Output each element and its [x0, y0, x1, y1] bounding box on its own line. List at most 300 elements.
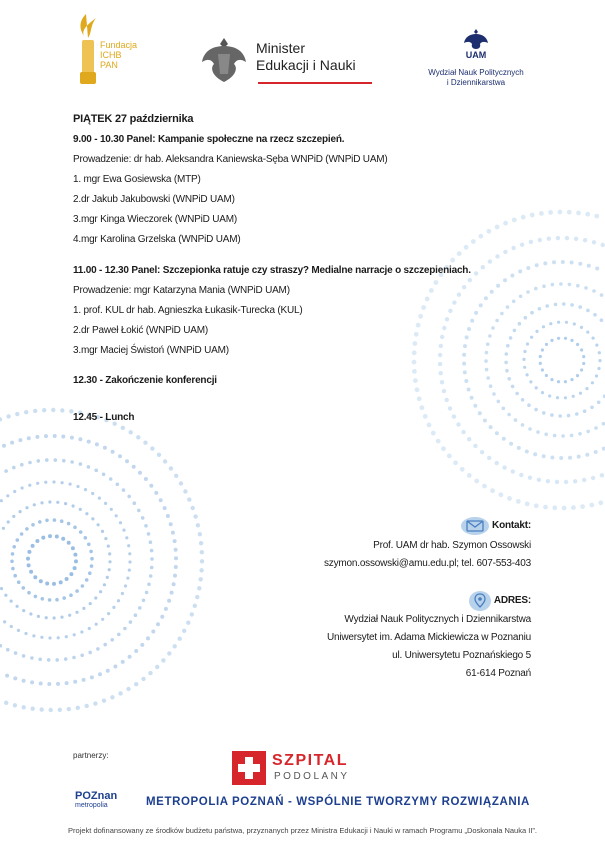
background-dot: [90, 675, 94, 679]
background-dot: [567, 414, 571, 418]
background-dot: [467, 437, 471, 441]
background-dot: [539, 211, 544, 216]
session-2-host: Prowadzenie: mgr Katarzyna Mania (WNPiD UAM): [73, 285, 290, 296]
background-dot: [147, 583, 151, 587]
background-dot: [6, 494, 9, 497]
background-dot: [570, 339, 573, 342]
day-heading: PIĄTEK 27 października: [73, 113, 194, 125]
session-2-speaker: 2.dr Paweł Łokić (WNPiD UAM): [73, 325, 208, 336]
background-dot: [550, 456, 554, 460]
background-dot: [564, 480, 568, 484]
background-dot: [110, 508, 113, 511]
background-dot: [142, 599, 146, 603]
background-dot: [169, 466, 173, 470]
background-dot: [582, 362, 585, 365]
background-dot: [150, 557, 154, 561]
background-dot: [124, 584, 127, 587]
session-1-speaker: 2.dr Jakub Jakubowski (WNPiD UAM): [73, 194, 235, 205]
background-dot: [150, 566, 154, 570]
background-dot: [448, 406, 452, 410]
background-dot: [542, 325, 545, 328]
background-dot: [452, 414, 456, 418]
background-dot: [564, 396, 567, 399]
background-dot: [48, 500, 51, 503]
background-dot: [573, 322, 576, 325]
background-dot: [78, 437, 82, 441]
background-dot: [573, 479, 577, 483]
background-dot: [14, 651, 18, 655]
background-dot: [199, 577, 203, 581]
background-dot: [73, 680, 77, 684]
background-dot: [507, 496, 512, 501]
background-dot: [15, 412, 19, 416]
background-dot: [96, 647, 100, 651]
background-dot: [179, 481, 183, 485]
background-dot: [108, 560, 111, 563]
contact-name: Prof. UAM dr hab. Szymon Ossowski: [373, 540, 531, 551]
background-dot: [511, 385, 515, 389]
background-dot: [67, 707, 71, 711]
background-dot: [107, 612, 110, 615]
background-dot: [70, 460, 74, 464]
background-dot: [33, 409, 37, 413]
background-dot: [122, 529, 125, 532]
background-dot: [22, 586, 26, 590]
background-dot: [510, 274, 514, 278]
contact-block: [251, 517, 531, 573]
background-dot: [110, 638, 114, 642]
background-dot: [509, 442, 513, 446]
background-dot: [174, 565, 178, 569]
background-dot: [166, 514, 170, 518]
background-dot: [537, 478, 541, 482]
background-dot: [600, 318, 604, 322]
background-dot: [526, 342, 529, 345]
background-dot: [117, 599, 120, 602]
background-dot: [518, 322, 522, 326]
background-dot: [17, 629, 20, 632]
background-dot: [491, 326, 495, 330]
background-dot: [482, 484, 487, 489]
background-dot: [17, 580, 21, 584]
background-dot: [68, 614, 71, 617]
session-2: [73, 264, 471, 358]
background-dot: [37, 459, 41, 463]
background-dot: [197, 586, 201, 590]
background-dot: [467, 388, 471, 392]
background-dot: [102, 473, 106, 477]
background-dot: [586, 430, 590, 434]
background-dot: [590, 406, 594, 410]
background-dot: [55, 598, 59, 602]
minister-line-1: Minister: [256, 40, 306, 56]
background-dot: [512, 300, 516, 304]
background-dot: [558, 414, 562, 418]
background-dot: [529, 380, 532, 383]
background-dot: [141, 516, 145, 520]
background-dot: [570, 434, 574, 438]
background-dot: [534, 408, 538, 412]
background-dot: [519, 473, 523, 477]
background-dot: [527, 403, 531, 407]
background-dot: [453, 460, 458, 465]
background-dot: [67, 541, 71, 545]
background-dot: [543, 261, 547, 265]
background-dot: [479, 234, 484, 239]
background-dot: [119, 521, 122, 524]
background-dot: [583, 409, 587, 413]
background-dot: [412, 369, 417, 374]
background-dot: [497, 400, 501, 404]
background-dot: [442, 389, 446, 393]
background-dot: [38, 658, 42, 662]
background-dot: [570, 378, 573, 381]
background-dot: [13, 574, 17, 578]
background-dot: [60, 519, 64, 523]
background-dot: [101, 618, 104, 621]
szpital-podolany-logo: [232, 751, 382, 787]
background-dot: [530, 336, 533, 339]
background-dot: [76, 706, 80, 710]
background-dot: [495, 319, 499, 323]
background-dot: [521, 398, 525, 402]
background-dot: [583, 238, 587, 242]
background-dot: [500, 312, 504, 316]
background-dot: [109, 477, 113, 481]
background-dot: [32, 634, 35, 637]
background-dot: [447, 454, 452, 459]
partners-label: partnerzy:: [73, 751, 109, 760]
background-dot: [47, 658, 51, 662]
background-dot: [51, 408, 55, 412]
background-dot: [473, 444, 477, 448]
background-dot: [516, 499, 521, 504]
background-dot: [149, 484, 153, 488]
background-dot: [148, 671, 152, 675]
background-dot: [89, 602, 92, 605]
background-dot: [495, 254, 499, 258]
background-dot: [589, 503, 594, 508]
minister-line-2: Edukacji i Nauki: [256, 57, 356, 73]
background-dot: [33, 503, 36, 506]
medical-cross-icon: [232, 751, 266, 785]
background-dot: [591, 476, 595, 480]
background-dot: [576, 211, 581, 216]
background-dot: [190, 612, 194, 616]
background-dot: [71, 546, 75, 550]
background-dot: [456, 422, 460, 426]
background-dot: [39, 682, 43, 686]
background-dot: [585, 453, 589, 457]
background-dot: [145, 591, 149, 595]
background-dot: [81, 584, 85, 588]
background-dot: [58, 708, 62, 712]
background-dot: [417, 396, 422, 401]
background-dot: [585, 212, 590, 217]
background-dot: [129, 430, 133, 434]
background-dot: [174, 548, 178, 552]
background-dot: [128, 655, 132, 659]
background-dot: [151, 630, 155, 634]
background-dot: [85, 512, 88, 515]
background-dot: [140, 643, 144, 647]
background-dot: [591, 381, 594, 384]
background-dot: [73, 566, 77, 570]
background-dot: [56, 682, 60, 686]
background-dot: [486, 342, 490, 346]
background-dot: [528, 427, 532, 431]
background-dot: [129, 620, 133, 624]
background-dot: [126, 577, 129, 580]
background-dot: [62, 596, 66, 600]
background-dot: [103, 446, 107, 450]
background-dot: [73, 553, 77, 557]
address-line: 61-614 Poznań: [465, 668, 531, 679]
background-dot: [557, 321, 560, 324]
background-dot: [149, 574, 153, 578]
background-dot: [95, 623, 98, 626]
background-dot: [578, 305, 582, 309]
background-dot: [495, 431, 499, 435]
background-dot: [521, 423, 525, 427]
background-dot: [113, 665, 117, 669]
background-dot: [82, 607, 85, 610]
background-dot: [121, 660, 125, 664]
background-dot: [22, 654, 26, 658]
background-dot: [155, 665, 159, 669]
background-dot: [542, 284, 546, 288]
background-dot: [56, 501, 59, 504]
background-dot: [541, 348, 544, 351]
background-dot: [144, 524, 148, 528]
background-dot: [546, 479, 550, 483]
background-dot: [470, 319, 474, 323]
background-dot: [72, 504, 75, 507]
background-dot: [533, 452, 537, 456]
background-dot: [55, 658, 59, 662]
background-dot: [90, 564, 94, 568]
background-dot: [526, 266, 530, 270]
background-dot: [27, 563, 31, 567]
poznan-logo-sub: metropolia: [75, 802, 108, 809]
background-dot: [445, 398, 449, 402]
background-dot: [19, 510, 22, 513]
background-dot: [484, 296, 488, 300]
background-dot: [91, 517, 94, 520]
background-dot: [161, 658, 165, 662]
uam-logo: [416, 28, 536, 92]
background-dot: [519, 295, 523, 299]
background-dot: [38, 520, 42, 524]
background-dot: [28, 461, 32, 465]
background-dot: [544, 433, 548, 437]
background-dot: [156, 622, 160, 626]
background-dot: [557, 380, 560, 383]
background-dot: [159, 498, 163, 502]
uam-eagle-icon: [463, 28, 489, 50]
background-dot: [541, 391, 544, 394]
background-dot: [133, 501, 137, 505]
background-dot: [149, 540, 153, 544]
background-dot: [0, 499, 3, 502]
background-dot: [53, 434, 57, 438]
background-dot: [509, 336, 513, 340]
background-dot: [13, 703, 17, 707]
background-dot: [547, 237, 551, 241]
background-dot: [549, 322, 552, 325]
background-dot: [62, 459, 66, 463]
background-dot: [40, 707, 44, 711]
background-dot: [420, 405, 425, 410]
contact-details[interactable]: szymon.ossowski@amu.edu.pl; tel. 607-553-403: [323, 558, 531, 569]
background-dot: [102, 699, 106, 703]
background-dot: [431, 431, 436, 436]
background-dot: [457, 251, 462, 256]
background-dot: [412, 360, 417, 365]
background-dot: [513, 329, 517, 333]
background-dot: [106, 576, 109, 579]
background-dot: [535, 386, 538, 389]
background-dot: [87, 440, 91, 444]
background-dot: [0, 417, 2, 421]
minister-logo: [200, 34, 380, 90]
background-dot: [0, 587, 3, 590]
background-dot: [106, 669, 110, 673]
background-dot: [518, 269, 522, 273]
background-dot: [415, 387, 420, 392]
background-dot: [460, 467, 465, 472]
background-dot: [7, 520, 10, 523]
background-dot: [436, 439, 441, 444]
background-dot: [160, 615, 164, 619]
background-dot: [70, 436, 74, 440]
session-1-speaker: 1. mgr Ewa Gosiewska (MTP): [73, 174, 201, 185]
background-dot: [31, 523, 35, 527]
background-dot: [199, 541, 203, 545]
background-dot: [473, 404, 477, 408]
background-dot: [571, 505, 576, 510]
background-dot: [33, 575, 37, 579]
background-dot: [45, 616, 48, 619]
background-dot: [163, 459, 167, 463]
background-dot: [200, 559, 204, 563]
background-dot: [30, 656, 34, 660]
background-dot: [0, 644, 2, 648]
background-dot: [60, 616, 63, 619]
szpital-name: SZPITAL: [272, 752, 348, 769]
background-dot: [520, 243, 524, 247]
background-dot: [126, 687, 130, 691]
background-dot: [576, 374, 579, 377]
background-dot: [127, 495, 131, 499]
envelope-icon: [461, 517, 489, 535]
background-dot: [542, 454, 546, 458]
background-dot: [49, 708, 53, 712]
background-dot: [464, 245, 469, 250]
background-dot: [169, 522, 173, 526]
background-dot: [82, 678, 86, 682]
background-dot: [107, 545, 110, 548]
background-dot: [541, 368, 544, 371]
background-dot: [570, 261, 574, 265]
background-dot: [18, 438, 22, 442]
background-dot: [41, 597, 45, 601]
background-dot: [572, 395, 575, 398]
background-dot: [582, 355, 585, 358]
background-dot: [464, 379, 468, 383]
background-dot: [26, 557, 30, 561]
background-dot: [530, 311, 534, 315]
background-dot: [146, 636, 150, 640]
background-dot: [196, 523, 200, 527]
background-dot: [34, 595, 38, 599]
background-dot: [37, 615, 40, 618]
fundacja-line-3: PAN: [100, 60, 118, 70]
background-dot: [74, 559, 78, 563]
background-dot: [141, 677, 145, 681]
background-dot: [545, 343, 548, 346]
background-dot: [195, 595, 199, 599]
background-dot: [538, 307, 542, 311]
background-dot: [98, 497, 101, 500]
background-dot: [595, 344, 598, 347]
background-dot: [118, 691, 122, 695]
background-dot: [91, 492, 94, 495]
background-dot: [187, 497, 191, 501]
background-dot: [73, 633, 76, 636]
background-dot: [157, 453, 161, 457]
background-dot: [511, 246, 515, 250]
address-line: Wydział Nauk Politycznych i Dziennikarstwa: [344, 614, 531, 625]
background-dot: [4, 594, 7, 597]
background-dot: [553, 434, 557, 438]
background-dot: [522, 358, 525, 361]
background-dot: [16, 605, 19, 608]
background-dot: [112, 606, 115, 609]
background-dot: [523, 366, 526, 369]
background-dot: [85, 704, 89, 708]
background-dot: [164, 607, 168, 611]
background-dot: [502, 437, 506, 441]
background-dot: [11, 567, 15, 571]
background-dot: [110, 695, 114, 699]
background-dot: [125, 459, 129, 463]
address-line: ul. Uniwersytetu Poznańskiego 5: [392, 650, 531, 661]
background-dot: [506, 344, 510, 348]
map-pin-icon: [469, 591, 491, 611]
background-dot: [471, 239, 476, 244]
address-block: [231, 591, 531, 683]
background-dot: [462, 362, 466, 366]
fundacja-line-1: Fundacja: [100, 40, 138, 50]
background-dot: [438, 362, 442, 366]
session-2-speaker: 3.mgr Maciej Świstoń (WNPiD UAM): [73, 345, 229, 356]
background-dot: [20, 463, 24, 467]
background-dot: [580, 368, 583, 371]
background-dot: [4, 469, 8, 473]
background-dot: [182, 629, 186, 633]
background-dot: [128, 560, 131, 563]
background-dot: [505, 369, 509, 373]
background-dot: [60, 408, 64, 412]
background-dot: [554, 303, 558, 307]
background-dot: [548, 210, 553, 215]
fundacja-flame-icon: [72, 12, 102, 87]
background-dot: [577, 455, 581, 459]
background-dot: [75, 611, 78, 614]
background-dot: [24, 410, 28, 414]
background-dot: [6, 414, 10, 418]
